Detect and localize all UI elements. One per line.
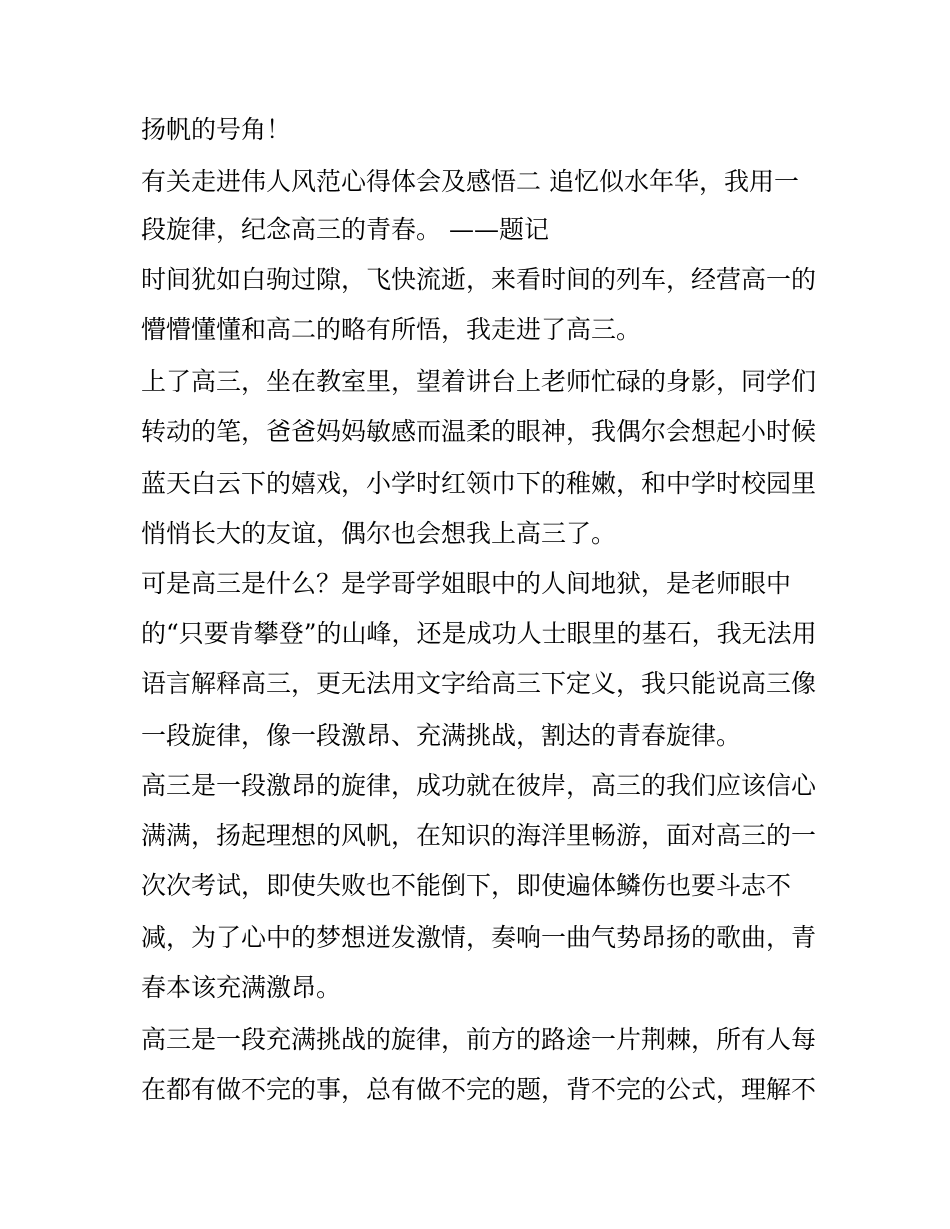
text-line: 高三是一段充满挑战的旋律，前方的路途一片荆棘，所有人每 [141,1025,817,1054]
text-line: 高三是一段激昂的旋律，成功就在彼岸，高三的我们应该信心 [141,771,817,800]
text-line: 蓝天白云下的嬉戏，小学时红领巾下的稚嫩，和中学时校园里 [141,469,817,498]
text-line: 懵懵懂懂和高二的略有所悟，我走进了高三。 [141,315,642,344]
text-line: 时间犹如白驹过隙，飞快流逝，来看时间的列车，经营高一的 [141,265,817,294]
text-line: 上了高三，坐在教室里，望着讲台上老师忙碌的身影，同学们 [141,367,817,396]
text-line: 可是高三是什么？是学哥学姐眼中的人间地狱，是老师眼中 [141,569,792,598]
text-line: 春本该充满激昂。 [141,973,342,1002]
text-line: 一段旋律，像一段激昂、充满挑战，割达的青春旋律。 [141,721,742,750]
text-line: 段旋律，纪念高三的青春。 ——题记 [141,215,549,244]
text-line: 有关走进伟人风范心得体会及感悟二 追忆似水年华，我用一 [141,167,799,196]
text-line: 次次考试，即使失败也不能倒下，即使遍体鳞伤也要斗志不 [141,871,792,900]
text-line: 减，为了心中的梦想迸发激情，奏响一曲气势昂扬的歌曲，青 [141,923,817,952]
text-line: 转动的笔，爸爸妈妈敏感而温柔的眼神，我偶尔会想起小时候 [141,417,817,446]
text-line: 语言解释高三，更无法用文字给高三下定义，我只能说高三像 [141,669,817,698]
text-line: 扬帆的号角！ [141,115,292,144]
text-line: 满满，扬起理想的风帆，在知识的海洋里畅游，面对高三的一 [141,821,817,850]
text-line: 悄悄长大的友谊，偶尔也会想我上高三了。 [141,519,617,548]
text-line: 在都有做不完的事，总有做不完的题，背不完的公式，理解不 [141,1075,817,1104]
text-line: 的“只要肯攀登”的山峰，还是成功人士眼里的基石，我无法用 [141,619,817,648]
